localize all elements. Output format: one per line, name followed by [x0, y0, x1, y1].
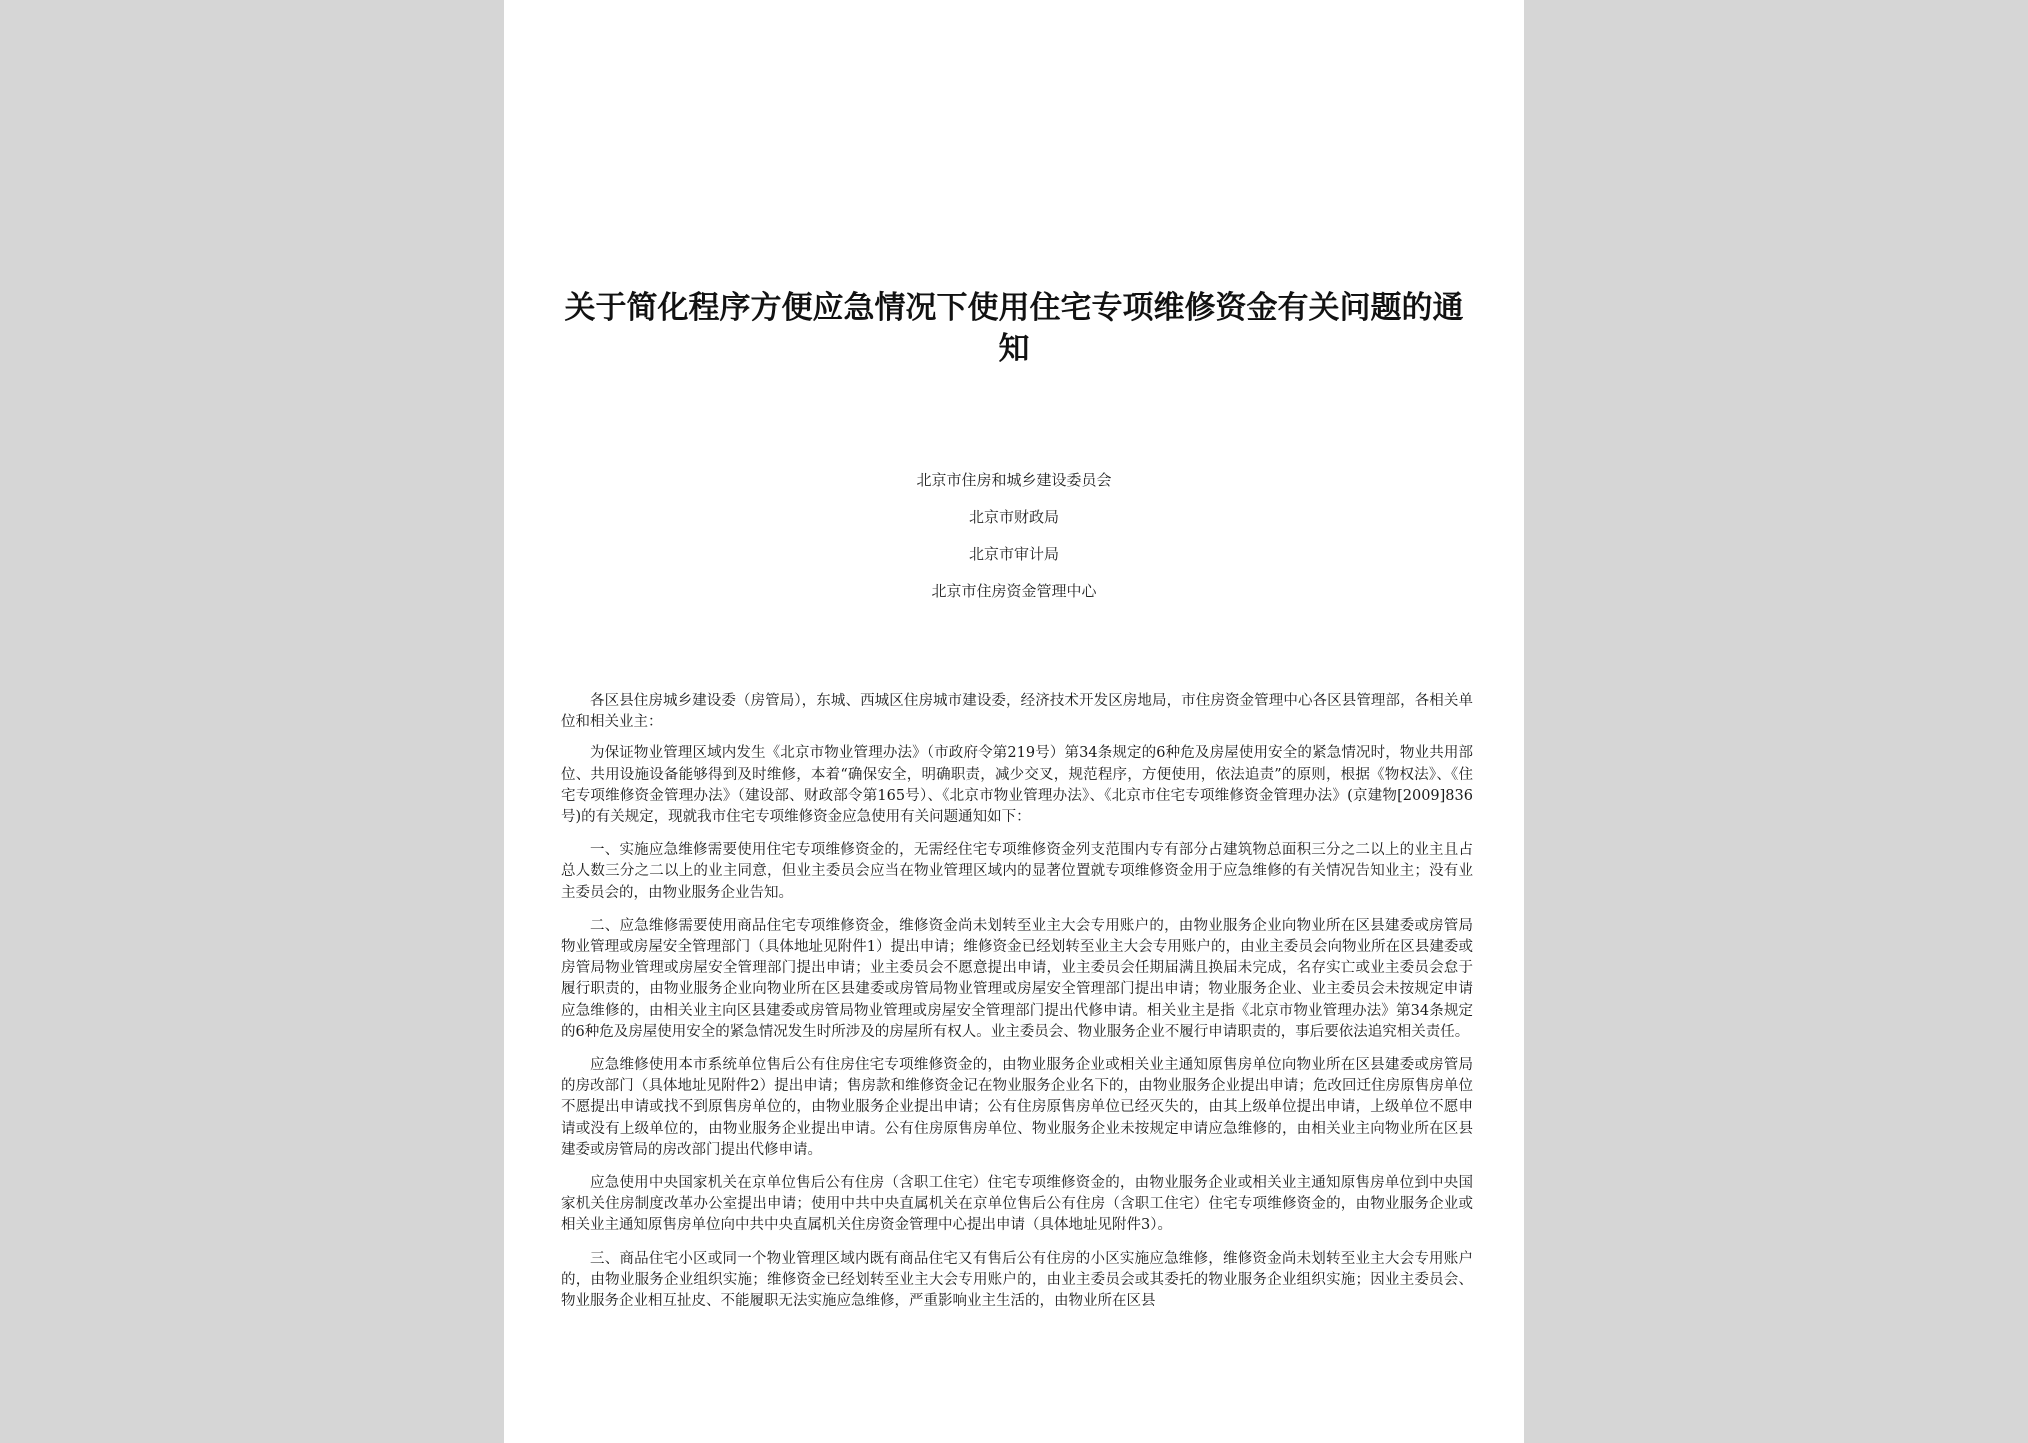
- issuing-authorities: [504, 469, 1524, 617]
- document-title: 关于简化程序方便应急情况下使用住宅专项维修资金有关问题的通知: [564, 290, 1464, 367]
- paragraph-central-units: 应急使用中央国家机关在京单位售后公有住房（含职工住宅）住宅专项维修资金的，由物业服务企业或相关业主通知原售房单位到中央国家机关住房制度改革办公室提出申请；使用中共中央直属机关在京单位售后公有住房（含职工住宅）住宅专项维修资金的，由物业服务企业或相关业主通知原售房单位向中共中央直属机关住房资金管理中心提出申请（具体地址见附件3）。: [561, 1175, 1473, 1234]
- issuer-1: 北京市住房和城乡建设委员会: [916, 471, 1112, 489]
- paragraph-purpose: 为保证物业管理区域内发生《北京市物业管理办法》（市政府令第219号）第34条规定的6种危及房屋使用安全的紧急情况时，物业共用部位、共用设施设备能够得到及时维修，本着“确保安全，明确职责，减少交叉，规范程序，方便使用，依法追责”的原则，根据《物权法》、《住宅专项维修资金管理办法》（建设部、财政部令第165号）、《北京市物业管理办法》、《北京市住宅专项维修资金管理办法》(京建物[2009]836号)的有关规定，现就我市住宅专项维修资金应急使用有关问题通知如下：: [561, 745, 1473, 826]
- salutation: 各区县住房城乡建设委（房管局），东城、西城区住房城市建设委，经济技术开发区房地局，市住房资金管理中心各区县管理部，各相关单位和相关业主：: [561, 693, 1473, 731]
- issuer-4: 北京市住房资金管理中心: [931, 582, 1097, 600]
- paragraph-section-2: 二、应急维修需要使用商品住宅专项维修资金，维修资金尚未划转至业主大会专用账户的，由物业服务企业向物业所在区县建委或房管局物业管理或房屋安全管理部门（具体地址见附件1）提出申请；维修资金已经划转至业主大会专用账户的，由业主委员会向物业所在区县建委或房管局物业管理或房屋安全管理部门提出申请；业主委员会不愿意提出申请，业主委员会任期届满且换届未完成，名存实亡或业主委员会怠于履行职责的，由物业服务企业向物业所在区县建委或房管局物业管理或房屋安全管理部门提出申请；物业服务企业、业主委员会未按规定申请应急维修的，由相关业主向区县建委或房管局物业管理或房屋安全管理部门提出代修申请。相关业主是指《北京市物业管理办法》第34条规定的6种危及房屋使用安全的紧急情况发生时所涉及的房屋所有权人。业主委员会、物业服务企业不履行申请职责的，事后要依法追究相关责任。: [561, 917, 1473, 1040]
- paragraph-section-1: 一、实施应急维修需要使用住宅专项维修资金的，无需经住宅专项维修资金列支范围内专有部分占建筑物总面积三分之二以上的业主且占总人数三分之二以上的业主同意，但业主委员会应当在物业管理区域内的显著位置就专项维修资金用于应急维修的有关情况告知业主；没有业主委员会的，由物业服务企业告知。: [561, 842, 1473, 901]
- document-body: [561, 691, 1473, 1324]
- issuer-3: 北京市审计局: [968, 545, 1059, 563]
- paragraph-section-3: 三、商品住宅小区或同一个物业管理区域内既有商品住宅又有售后公有住房的小区实施应急维修，维修资金尚未划转至业主大会专用账户的，由物业服务企业组织实施；维修资金已经划转至业主大会专用账户的，由业主委员会或其委托的物业服务企业组织实施；因业主委员会、物业服务企业相互扯皮、不能履职无法实施应急维修，严重影响业主生活的，由物业所在区县: [561, 1250, 1473, 1310]
- issuer-2: 北京市财政局: [968, 508, 1059, 526]
- paragraph-system-units: 应急维修使用本市系统单位售后公有住房住宅专项维修资金的，由物业服务企业或相关业主通知原售房单位向物业所在区县建委或房管局的房改部门（具体地址见附件2）提出申请；售房款和维修资金记在物业服务企业名下的，由物业服务企业提出申请；危改回迁住房原售房单位不愿提出申请或找不到原售房单位的，由物业服务企业提出申请；公有住房原售房单位已经灭失的，由其上级单位提出申请，上级单位不愿申请或没有上级单位的，由物业服务企业提出申请。公有住房原售房单位、物业服务企业未按规定申请应急维修的，由相关业主向物业所在区县建委或房管局的房改部门提出代修申请。: [561, 1057, 1473, 1158]
- document-page: [504, 0, 1524, 1443]
